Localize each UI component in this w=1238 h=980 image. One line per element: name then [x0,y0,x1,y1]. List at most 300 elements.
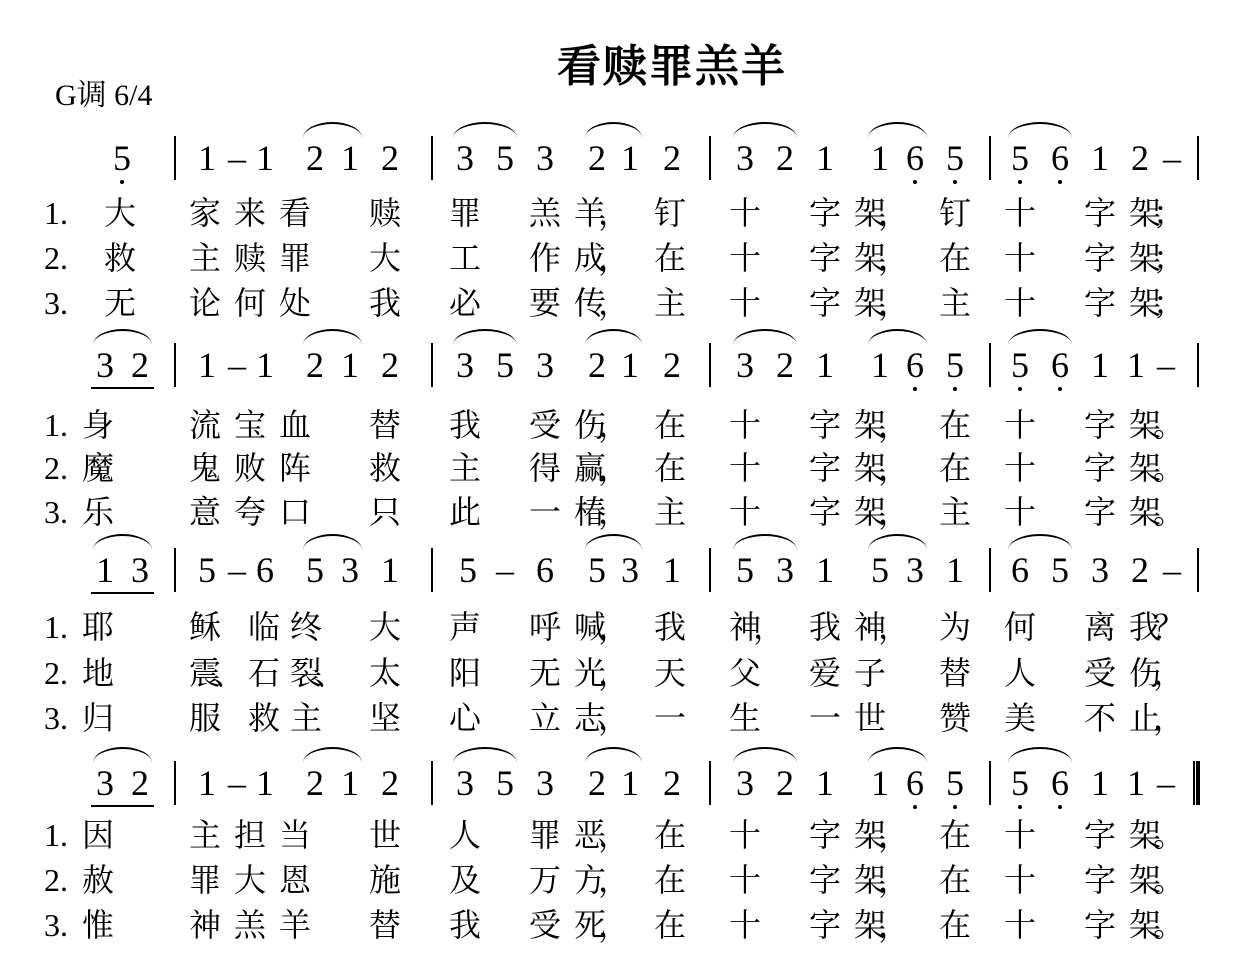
lyric-word: 字 [1084,284,1117,322]
note: 5 [496,345,514,385]
slur [1008,122,1072,138]
lyric-word: 十 [1004,493,1037,531]
lyric-word: 服 [189,699,222,737]
eighth-underline [91,805,154,807]
note: 3 [96,345,114,385]
lyric-word: 架。 [1129,861,1178,899]
lyric-word: 志， [574,699,623,737]
note: 5 [306,550,324,590]
lyric-word: 当 [279,816,312,854]
lyric-word: 耶 [82,608,115,646]
lyric-word: 世 [369,816,402,854]
slur [93,329,152,345]
note: 3 [456,138,474,178]
lyric-word: 在 [939,449,972,487]
verse-number: 3. [44,907,68,943]
slur [868,329,927,345]
low-octave-dot [953,180,957,184]
lyric-word: 字 [809,284,842,322]
note: 2 [131,345,149,385]
note: 2 [381,138,399,178]
note: 1 [256,345,274,385]
bar-line [709,761,711,805]
dash-extension: – [496,550,514,590]
lyric-word: 救 [369,449,402,487]
lyric-word: 在 [654,861,687,899]
lyric-word: 罪 [189,861,222,899]
slur [868,534,927,550]
lyric-word: 临 [248,608,281,646]
lyric-word: 我 [369,284,402,322]
note: 1 [256,138,274,178]
lyric-word: 替 [369,906,402,944]
lyric-word: 罪 [529,816,562,854]
note: 2 [381,763,399,803]
dash-extension: – [1163,550,1181,590]
eighth-underline [91,592,154,594]
note: 1 [1091,345,1109,385]
lyric-word: 架。 [1129,493,1178,531]
lyric-word: 在 [939,816,972,854]
note: 3 [131,550,149,590]
lyric-word: 美 [1004,699,1037,737]
lyric-word: 罪 [449,194,482,232]
dash-extension: – [228,550,246,590]
bar-line [1197,548,1199,592]
note: 5 [736,550,754,590]
lyric-word: 十 [1004,449,1037,487]
lyric-word: 字 [809,449,842,487]
bar-line [1197,343,1199,387]
key-signature: G调 6/4 [55,79,153,112]
slur [303,534,362,550]
lyric-word: 在 [939,906,972,944]
lyric-word: 主 [654,493,687,531]
note: 2 [776,345,794,385]
lyric-word: 人 [449,816,482,854]
note: 6 [906,138,924,178]
lyric-word: 此 [449,493,482,531]
lyric-word: 看 [279,194,312,232]
lyric-word: 何 [234,284,267,322]
lyric-word: 呼 [529,608,562,646]
lyric-word: 十 [729,406,762,444]
lyric-word: 十 [729,284,762,322]
lyric-word: 稣 [189,608,222,646]
lyric-word: 施 [369,861,402,899]
note: 3 [906,550,924,590]
note: 1 [871,345,889,385]
note: 3 [536,138,554,178]
slur [585,747,642,763]
lyric-word: 羔 [529,194,562,232]
lyric-word: 因 [82,816,115,854]
low-octave-dot [120,180,124,184]
note: 1 [198,763,216,803]
slur [303,329,362,345]
lyric-word: 赎 [369,194,402,232]
lyric-word: 字 [1084,861,1117,899]
slur [585,534,642,550]
note: 3 [456,345,474,385]
lyric-word: 字 [1084,239,1117,277]
note: 1 [256,763,274,803]
lyric-word: 主 [939,493,972,531]
lyric-word: 喊， [574,608,623,646]
note: 6 [1011,550,1029,590]
note: 1 [341,763,359,803]
lyric-word: 架。 [1129,449,1178,487]
lyric-word: 赦 [82,861,115,899]
slur [93,534,152,550]
note: 1 [816,138,834,178]
lyric-word: 替 [369,406,402,444]
lyric-word: 地 [82,654,115,692]
lyric-word: 主 [449,449,482,487]
lyric-word: 架。 [1129,406,1178,444]
note: 3 [341,550,359,590]
lyric-word: 家 [189,194,222,232]
lyric-word: 字 [809,906,842,944]
lyric-word: 阵 [279,449,312,487]
bar-line [174,761,176,805]
lyric-word: 钉 [654,194,687,232]
bar-line [989,136,991,180]
low-octave-dot [913,180,917,184]
lyric-word: 神， [854,608,903,646]
lyric-word: 阳 [449,654,482,692]
verse-number: 2. [44,862,68,898]
lyric-word: 字 [1084,493,1117,531]
lyric-word: 石 [248,654,281,692]
lyric-word: 在 [939,861,972,899]
lyric-word: 声 [449,608,482,646]
lyric-word: 止， [1129,699,1178,737]
verse-number: 3. [44,700,68,736]
low-octave-dot [1018,387,1022,391]
note: 3 [456,763,474,803]
lyric-word: 不 [1084,699,1117,737]
verse-number: 1. [44,407,68,443]
note: 3 [736,138,754,178]
slur [868,747,927,763]
verse-number: 3. [44,494,68,530]
lyric-word: 只 [369,493,402,531]
note: 6 [906,345,924,385]
note: 1 [1127,763,1145,803]
lyric-word: 十 [729,493,762,531]
lyric-word: 神， [729,608,778,646]
note: 1 [96,550,114,590]
note: 5 [871,550,889,590]
bar-line [989,548,991,592]
slur [733,747,797,763]
lyric-word: 赞 [939,699,972,737]
lyric-word: 十 [1004,284,1037,322]
lyric-word: 羊， [574,194,623,232]
lyric-word: 架； [1129,239,1178,277]
note: 5 [946,138,964,178]
lyric-word: 大 [369,608,402,646]
lyric-word: 裂、 [290,654,339,692]
song-title: 看赎罪羔羊 [557,41,787,92]
lyric-word: 字 [809,406,842,444]
bar-line [989,761,991,805]
lyric-word: 爱 [809,654,842,692]
lyric-word: 在 [654,906,687,944]
slur [93,747,152,763]
note: 1 [341,345,359,385]
lyric-word: 在 [654,406,687,444]
note: 5 [198,550,216,590]
note: 1 [381,550,399,590]
note: 5 [1011,763,1029,803]
note: 2 [131,763,149,803]
lyric-word: 惟 [82,906,115,944]
lyric-word: 架， [854,239,903,277]
lyric-word: 羔 [234,906,267,944]
dash-extension: – [228,345,246,385]
note: 6 [256,550,274,590]
note: 1 [871,763,889,803]
lyric-word: 传， [574,284,623,322]
lyric-word: 字 [1084,449,1117,487]
low-octave-dot [1018,180,1022,184]
lyric-word: 心 [449,699,482,737]
note: 6 [536,550,554,590]
low-octave-dot [1058,180,1062,184]
lyric-word: 罪 [279,239,312,277]
note: 1 [1091,138,1109,178]
bar-line [709,136,711,180]
note: 2 [381,345,399,385]
slur [453,747,517,763]
lyric-word: 在 [939,406,972,444]
lyric-word: 十 [729,239,762,277]
bar-line [709,343,711,387]
lyric-word: 字 [809,861,842,899]
lyric-word: 十 [1004,406,1037,444]
lyric-word: 我 [654,608,687,646]
bar-line [174,136,176,180]
low-octave-dot [1018,805,1022,809]
lyric-word: 字 [809,239,842,277]
low-octave-dot [913,387,917,391]
bar-line [989,343,991,387]
lyric-word: 父 [729,654,762,692]
note: 6 [1051,345,1069,385]
lyric-word: 宝 [234,406,267,444]
slur [1008,329,1072,345]
lyric-word: 架， [854,493,903,531]
verse-number: 2. [44,450,68,486]
verse-number: 2. [44,240,68,276]
lyric-word: 论 [189,284,222,322]
note: 1 [663,550,681,590]
lyric-word: 赢， [574,449,623,487]
lyric-word: 一 [654,699,687,737]
lyric-word: 坚 [369,699,402,737]
lyric-word: 世 [854,699,887,737]
lyric-word: 十 [1004,906,1037,944]
slur [453,329,517,345]
verse-number: 3. [44,285,68,321]
lyric-word: 一 [529,493,562,531]
lyric-word: 架， [854,194,903,232]
lyric-word: 十 [1004,816,1037,854]
lyric-word: 身 [82,406,115,444]
note: 1 [871,138,889,178]
note: 1 [946,550,964,590]
note: 6 [906,763,924,803]
lyric-word: 万 [529,861,562,899]
lyric-word: 要 [529,284,562,322]
lyric-word: 架； [1129,284,1178,322]
note: 3 [1091,550,1109,590]
note: 5 [496,763,514,803]
note: 1 [1127,345,1145,385]
note: 2 [663,345,681,385]
low-octave-dot [953,387,957,391]
lyric-word: 椿， [574,493,623,531]
lyric-word: 架， [854,906,903,944]
lyric-word: 为 [939,608,972,646]
note: 1 [198,345,216,385]
lyric-word: 字 [809,194,842,232]
note: 2 [776,763,794,803]
lyric-word: 恩 [279,861,312,899]
note: 5 [1011,345,1029,385]
lyric-word: 十 [729,449,762,487]
lyric-word: 在 [654,239,687,277]
slur [733,534,797,550]
lyric-word: 主 [189,239,222,277]
note: 1 [621,138,639,178]
note: 2 [588,138,606,178]
lyric-word: 我 [449,406,482,444]
bar-line [431,761,433,805]
lyric-word: 替 [939,654,972,692]
lyric-word: 架。 [1129,906,1178,944]
lyric-word: 架， [854,861,903,899]
lyric-word: 意 [189,493,222,531]
note: 3 [536,763,554,803]
note: 1 [816,550,834,590]
lyric-word: 大 [104,194,137,232]
low-octave-dot [953,805,957,809]
verse-number: 1. [44,609,68,645]
lyric-word: 伤， [574,406,623,444]
lyric-word: 归 [82,699,115,737]
dash-extension: – [228,763,246,803]
lyric-word: 魔 [82,449,115,487]
low-octave-dot [1058,805,1062,809]
note: 3 [96,763,114,803]
lyric-word: 担 [234,816,267,854]
slur [1008,534,1072,550]
lyric-word: 必 [449,284,482,322]
lyric-word: 神 [189,906,222,944]
bar-line [431,136,433,180]
note: 3 [776,550,794,590]
eighth-underline [91,387,154,389]
note: 1 [621,345,639,385]
lyric-word: 钉 [939,194,972,232]
low-octave-dot [1058,387,1062,391]
lyric-word: 字 [809,493,842,531]
lyric-word: 十 [1004,861,1037,899]
lyric-word: 终 [290,608,323,646]
final-barline [1193,761,1200,805]
verse-number: 1. [44,817,68,853]
lyric-word: 主 [189,816,222,854]
note: 1 [1091,763,1109,803]
bar-line [431,343,433,387]
bar-line [1197,136,1199,180]
dash-extension: – [1157,345,1175,385]
lyric-word: 天 [654,654,687,692]
note: 2 [306,763,324,803]
lyric-word: 光， [574,654,623,692]
note: 2 [1131,138,1149,178]
note: 5 [1011,138,1029,178]
lyric-word: 死， [574,906,623,944]
lyric-word: 立 [529,699,562,737]
lyric-word: 太 [369,654,402,692]
lyric-word: 震、 [189,654,238,692]
lyric-word: 字 [1084,406,1117,444]
note: 1 [621,763,639,803]
slur [868,122,927,138]
slur [453,122,517,138]
note: 2 [588,345,606,385]
dash-extension: – [228,138,246,178]
lyric-word: 无 [104,284,137,322]
lyric-word: 我？ [1129,608,1178,646]
lyric-word: 子 [854,654,887,692]
lyric-word: 夸 [234,493,267,531]
note: 2 [663,138,681,178]
lyric-word: 主 [290,699,323,737]
note: 5 [946,763,964,803]
lyric-word: 离 [1084,608,1117,646]
lyric-word: 我 [809,608,842,646]
lyric-word: 流 [189,406,222,444]
note: 2 [306,138,324,178]
lyric-word: 我 [449,906,482,944]
lyric-word: 伤， [1129,654,1178,692]
lyric-word: 在 [939,239,972,277]
bar-line [709,548,711,592]
lyric-word: 成， [574,239,623,277]
lyric-word: 败 [234,449,267,487]
bar-line [431,548,433,592]
lyric-word: 架。 [1129,816,1178,854]
note: 6 [1051,138,1069,178]
slur [303,747,362,763]
lyric-word: 一 [809,699,842,737]
note: 1 [816,763,834,803]
lyric-word: 无 [529,654,562,692]
note: 2 [306,345,324,385]
lyric-word: 鬼 [189,449,222,487]
note: 2 [588,763,606,803]
lyric-word: 受 [529,406,562,444]
lyric-word: 受 [1084,654,1117,692]
lyric-word: 十 [729,861,762,899]
note: 3 [621,550,639,590]
lyric-word: 架； [1129,194,1178,232]
